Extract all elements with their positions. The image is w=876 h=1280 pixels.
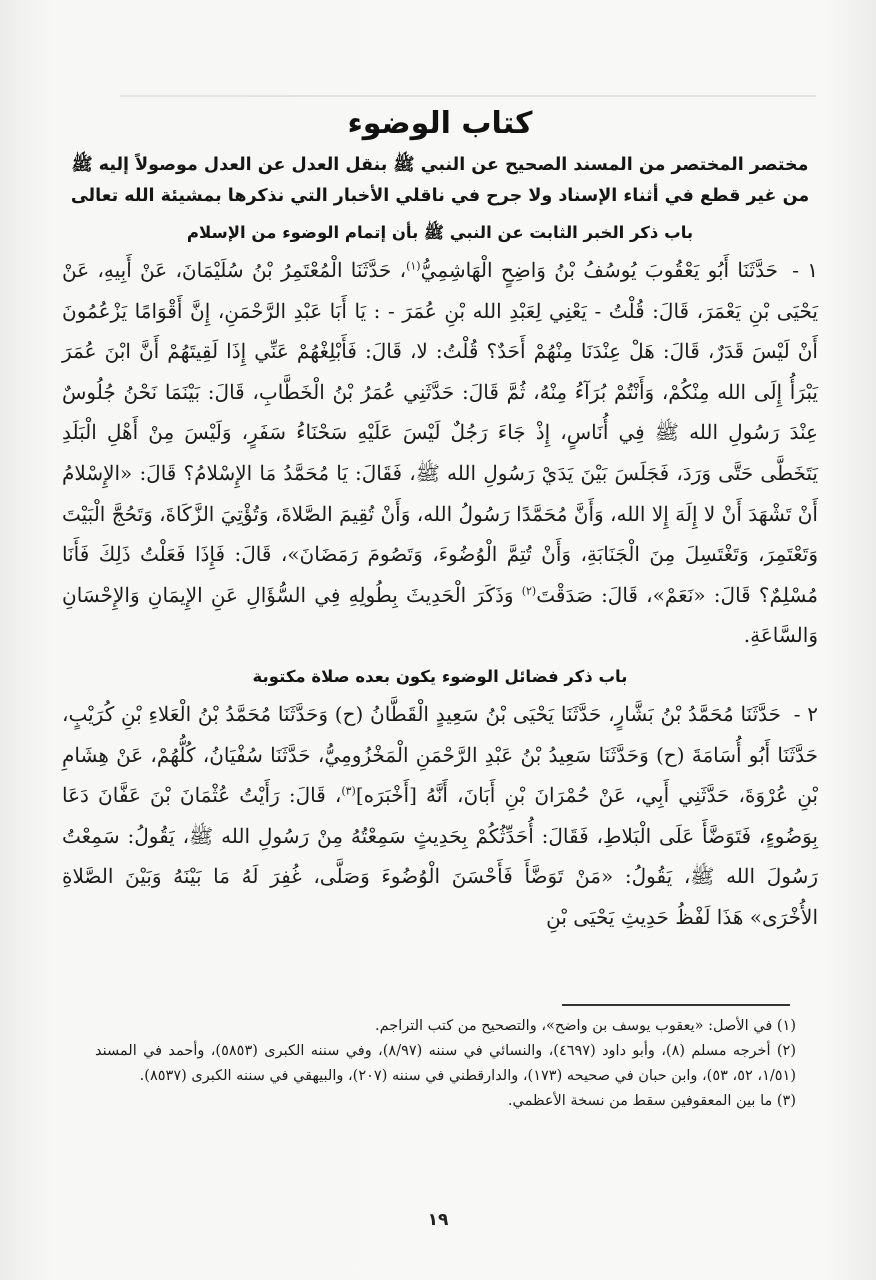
footnote-ref[interactable]: (٢)	[521, 584, 537, 598]
hadith-text: ، حَدَّثَنَا الْمُعْتَمِرُ بْنُ سُلَيْمَانَ، عَنْ أَبِيهِ، عَنْ يَحْيَى بْنِ يَعْمَرَ، قَالَ: قُلْتُ - يَعْنِي لِعَبْدِ الله بْنِ عُمَرَ - : يَا أَبَا عَبْدِ الرَّحْمَنِ، إِنَّ أَقْوَامًا يَزْعُمُونَ أَنْ لَيْسَ قَدَرٌ، قَالَ: هَلْ عِنْدَنَا مِنْهُمْ أَحَدٌ؟ قُلْتُ: لا، قَالَ: فَأَبْلِغْهُمْ عَنِّي إِذَا لَقِيتَهُمْ أَنَّ ابْنَ عُمَرَ يَبْرَأُ إِلَى الله مِنْكُمْ، وَأَنْتُمْ بُرَآءُ مِنْهُ، ثُمَّ قَالَ: حَدَّثَنِي عُمَرُ بْنُ الْخَطَّابِ، قَالَ: بَيْنَمَا نَحْنُ جُلُوسٌ عِنْدَ رَسُولِ الله ﷺ فِي أُنَاسٍ، إِذْ جَاءَ رَجُلٌ لَيْسَ عَلَيْهِ سَحْنَاءُ سَفَرٍ، وَلَيْسَ مِنْ أَهْلِ الْبَلَدِ يَتَخَطَّى حَتَّى وَرَدَ، فَجَلَسَ بَيْنَ يَدَيْ رَسُولِ الله ﷺ، فَقَالَ: يَا مُحَمَّدُ مَا الإِسْلامُ؟ قَالَ: «الإِسْلامُ أَنْ تَشْهَدَ أَنْ لا إِلَهَ إِلا الله، وَأَنَّ مُحَمَّدًا رَسُولُ الله، وَأَنْ تُقِيمَ الصَّلاةَ، وَتُؤْتِيَ الزَّكَاةَ، وَتَحُجَّ الْبَيْتَ وَتَعْتَمِرَ، وَتَغْتَسِلَ مِنَ الْجَنَابَةِ، وَأَنْ تُتِمَّ الْوُضُوءَ، وَتَصُومَ رَمَضَانَ»، قَالَ: فَإِذَا فَعَلْتُ ذَلِكَ فَأَنَا مُسْلِمٌ؟ قَالَ: «نَعَمْ»، قَالَ: صَدَقْتَ	[62, 258, 819, 607]
book-subtitle: مختصر المختصر من المسند الصحيح عن النبي ﷺ بنقل العدل عن العدل موصولاً إليه ﷺ من غير قطع في أثناء الإسناد ولا جرح في ناقلي الأخبار التي نذكرها بمشيئة الله تعالى	[70, 155, 810, 206]
bleed-through-line	[120, 95, 816, 97]
footnote: (١) في الأصل: «يعقوب يوسف بن واضح»، والتصحيح من كتب التراجم.	[375, 1018, 796, 1034]
hadith-text: وَذَكَرَ الْحَدِيثَ بِطُولِهِ فِي السُّؤَالِ عَنِ الإِيمَانِ وَالإِحْسَانِ وَالسَّاعَةِ.	[62, 582, 818, 648]
footnote-separator	[562, 1004, 790, 1006]
hadith-number: ١ -	[792, 258, 819, 282]
page-number: ١٩	[427, 1210, 449, 1230]
footnotes	[95, 1014, 796, 1114]
hadith-text: ، قَالَ: رَأَيْتُ عُثْمَانَ بْنَ عَفَّانَ دَعَا بِوَضُوءٍ، فَتَوَضَّأَ عَلَى الْبَلاطِ، فَقَالَ: أُحَدِّثُكُمْ بِحَدِيثٍ سَمِعْتُهُ مِنْ رَسُولِ الله ﷺ، يَقُولُ: سَمِعْتُ رَسُولَ الله ﷺ، يَقُولُ: «مَنْ تَوَضَّأَ فَأَحْسَنَ الْوُضُوءَ وَصَلَّى، غُفِرَ لَهُ مَا بَيْنَهُ وَبَيْنَ الصَّلاةِ الأُخْرَى» هَذَا لَفْظُ حَدِيثِ يَحْيَى بْنِ	[62, 783, 818, 929]
hadith-text: حَدَّثَنَا أَبُو يَعْقُوبَ يُوسُفُ بْنُ وَاضِحٍ الْهَاشِمِيُّ	[420, 258, 778, 282]
hadith-text: حَدَّثَنَا مُحَمَّدُ بْنُ بَشَّارٍ، حَدَّثَنَا يَحْيَى بْنُ سَعِيدٍ الْقَطَّانُ (ح) وَحَدَّثَنَا مُحَمَّدُ بْنُ الْعَلاءِ بْنِ كُرَيْبٍ، حَدَّثَنَا أَبُو أُسَامَةَ (ح) وَحَدَّثَنَا سَعِيدُ بْنُ عَبْدِ الرَّحْمَنِ الْمَخْزُومِيُّ، حَدَّثَنَا سُفْيَانُ، كُلُّهُمْ، عَنْ هِشَامِ بْنِ عُرْوَةَ، حَدَّثَنِي أَبِي، عَنْ حُمْرَانَ بْنِ أَبَانَ، أَنَّهُ [أَخْبَرَه]	[62, 701, 818, 808]
book-title: كتاب الوضوء	[347, 106, 533, 141]
hadith-paragraph	[62, 250, 818, 656]
hadith-paragraph	[62, 694, 818, 938]
footnote-ref[interactable]: (٣)	[341, 784, 356, 798]
hadith-number: ٢ -	[793, 701, 819, 726]
footnote-ref[interactable]: (١)	[406, 259, 421, 273]
main-text	[62, 100, 818, 938]
chapter-heading: باب ذكر فضائل الوضوء يكون بعده صلاة مكتوبة	[252, 666, 628, 686]
chapter-heading: باب ذكر الخبر الثابت عن النبي ﷺ بأن إتمام الوضوء من الإسلام	[186, 223, 694, 242]
footnote: (٣) ما بين المعقوفين سقط من نسخة الأعظمي.	[507, 1093, 796, 1109]
footnote: (٢) أخرجه مسلم (٨)، وأبو داود (٤٦٩٧)، والنسائي في سننه (٨/٩٧)، وفي سننه الكبرى (٥٨٥٣)، وأحمد في المسند (١/٥١، ٥٢، ٥٣)، وابن حبان في صحيحه (١٧٣)، والدارقطني في سننه (٢٠٧)، والبيهقي في سننه الكبرى (٨٥٣٧).	[95, 1043, 796, 1084]
